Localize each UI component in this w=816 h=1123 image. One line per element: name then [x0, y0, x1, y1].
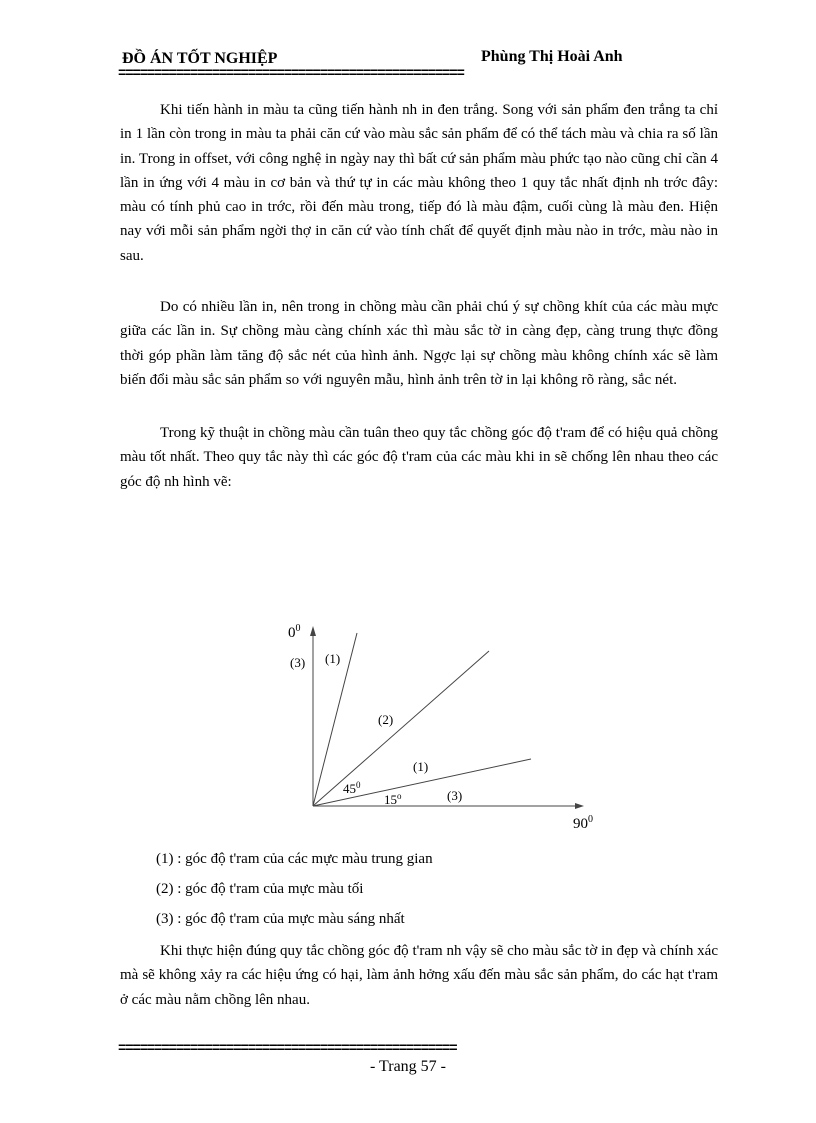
- legend-item-3: (3) : góc độ t'ram của mực màu sáng nhất: [156, 911, 405, 927]
- legend-item-1: (1) : góc độ t'ram của các mực màu trung gian: [156, 851, 433, 867]
- axis-right-label: $90^0$: [573, 814, 593, 832]
- axis-vertical-arrow: [310, 626, 316, 636]
- legend-item-2: (2) : góc độ t'ram của mực màu tối: [156, 881, 364, 897]
- page-number: - Trang 57 -: [369, 1058, 446, 1075]
- header-title: ĐỒ ÁN TỐT NGHIỆP: [122, 50, 278, 67]
- label-horizontal-3: (3): [447, 788, 463, 803]
- axis-top-label: $0^0$: [288, 623, 301, 641]
- paragraph-2: Do có nhiều lần in, nên trong in chồng màu cần phải chú ý sự chồng khít của các màu mực giữa các lần in. Sự chồng màu càng chính xác thì màu sắc tờ in càng đẹp, càng trung thực đồng thời góp phần làm tăng độ sắc nét của hình ảnh. Ngợc lại sự chồng màu không chính xác sẽ làm biến đổi màu sắc sản phẩm so với nguyên mẫu, hình ảnh trên tờ in lại không rõ ràng, sắc nét.: [120, 299, 718, 388]
- label-vertical-3: (3): [290, 655, 306, 670]
- line-45-degree: [313, 651, 489, 806]
- header-rule: ================================================: [118, 66, 464, 82]
- label-75-1: (1): [325, 651, 341, 666]
- paragraph-3: Trong kỹ thuật in chồng màu cần tuân theo quy tắc chồng góc độ t'ram để có hiệu quả chồng màu tốt nhất. Theo quy tắc này thì các góc độ t'ram của các màu khi in sẽ chống lên nhau theo các góc độ nh hình vẽ:: [120, 425, 718, 490]
- label-45-2: (2): [378, 712, 394, 727]
- header-author: Phùng Thị Hoài Anh: [481, 48, 623, 65]
- paragraph-4: Khi thực hiện đúng quy tắc chồng góc độ t'ram nh vậy sẽ cho màu sắc tờ in đẹp và chính xác mà sẽ không xảy ra các hiệu ứng có hại, làm ảnh hởng xấu đến màu sắc sản phẩm, do các hạt t'ram ở các màu nằm chồng lên nhau.: [120, 943, 718, 1008]
- angle-45-label: $45^0$: [343, 780, 361, 796]
- axis-horizontal-arrow: [575, 803, 584, 809]
- label-15-1: (1): [413, 759, 429, 774]
- paragraph-1: Khi tiến hành in màu ta cũng tiến hành nh in đen trắng. Song với sản phẩm đen trắng ta chỉ in 1 lần còn trong in màu ta phải căn cứ vào màu sắc sản phẩm để có thể tách màu và chia ra số lần in. Trong in offset, với công nghệ in ngày nay thì bất cứ sản phẩm màu phức tạo nào cũng chỉ cần 4 lần in ứng với 4 màu in cơ bản và thứ tự in các màu không theo 1 quy tắc nhất định nh trớc đây: màu có tính phủ cao in trớc, rồi đến màu trong, tiếp đó là màu đậm, cuối cùng là màu đen. Hiện nay với mỗi sản phẩm ngời thợ in căn cứ vào tính chất để quyết định màu nào in trớc, màu nào in sau.: [120, 102, 718, 264]
- footer-rule: ===============================================: [118, 1041, 457, 1057]
- angle-15-label: 15$^o$: [384, 791, 402, 807]
